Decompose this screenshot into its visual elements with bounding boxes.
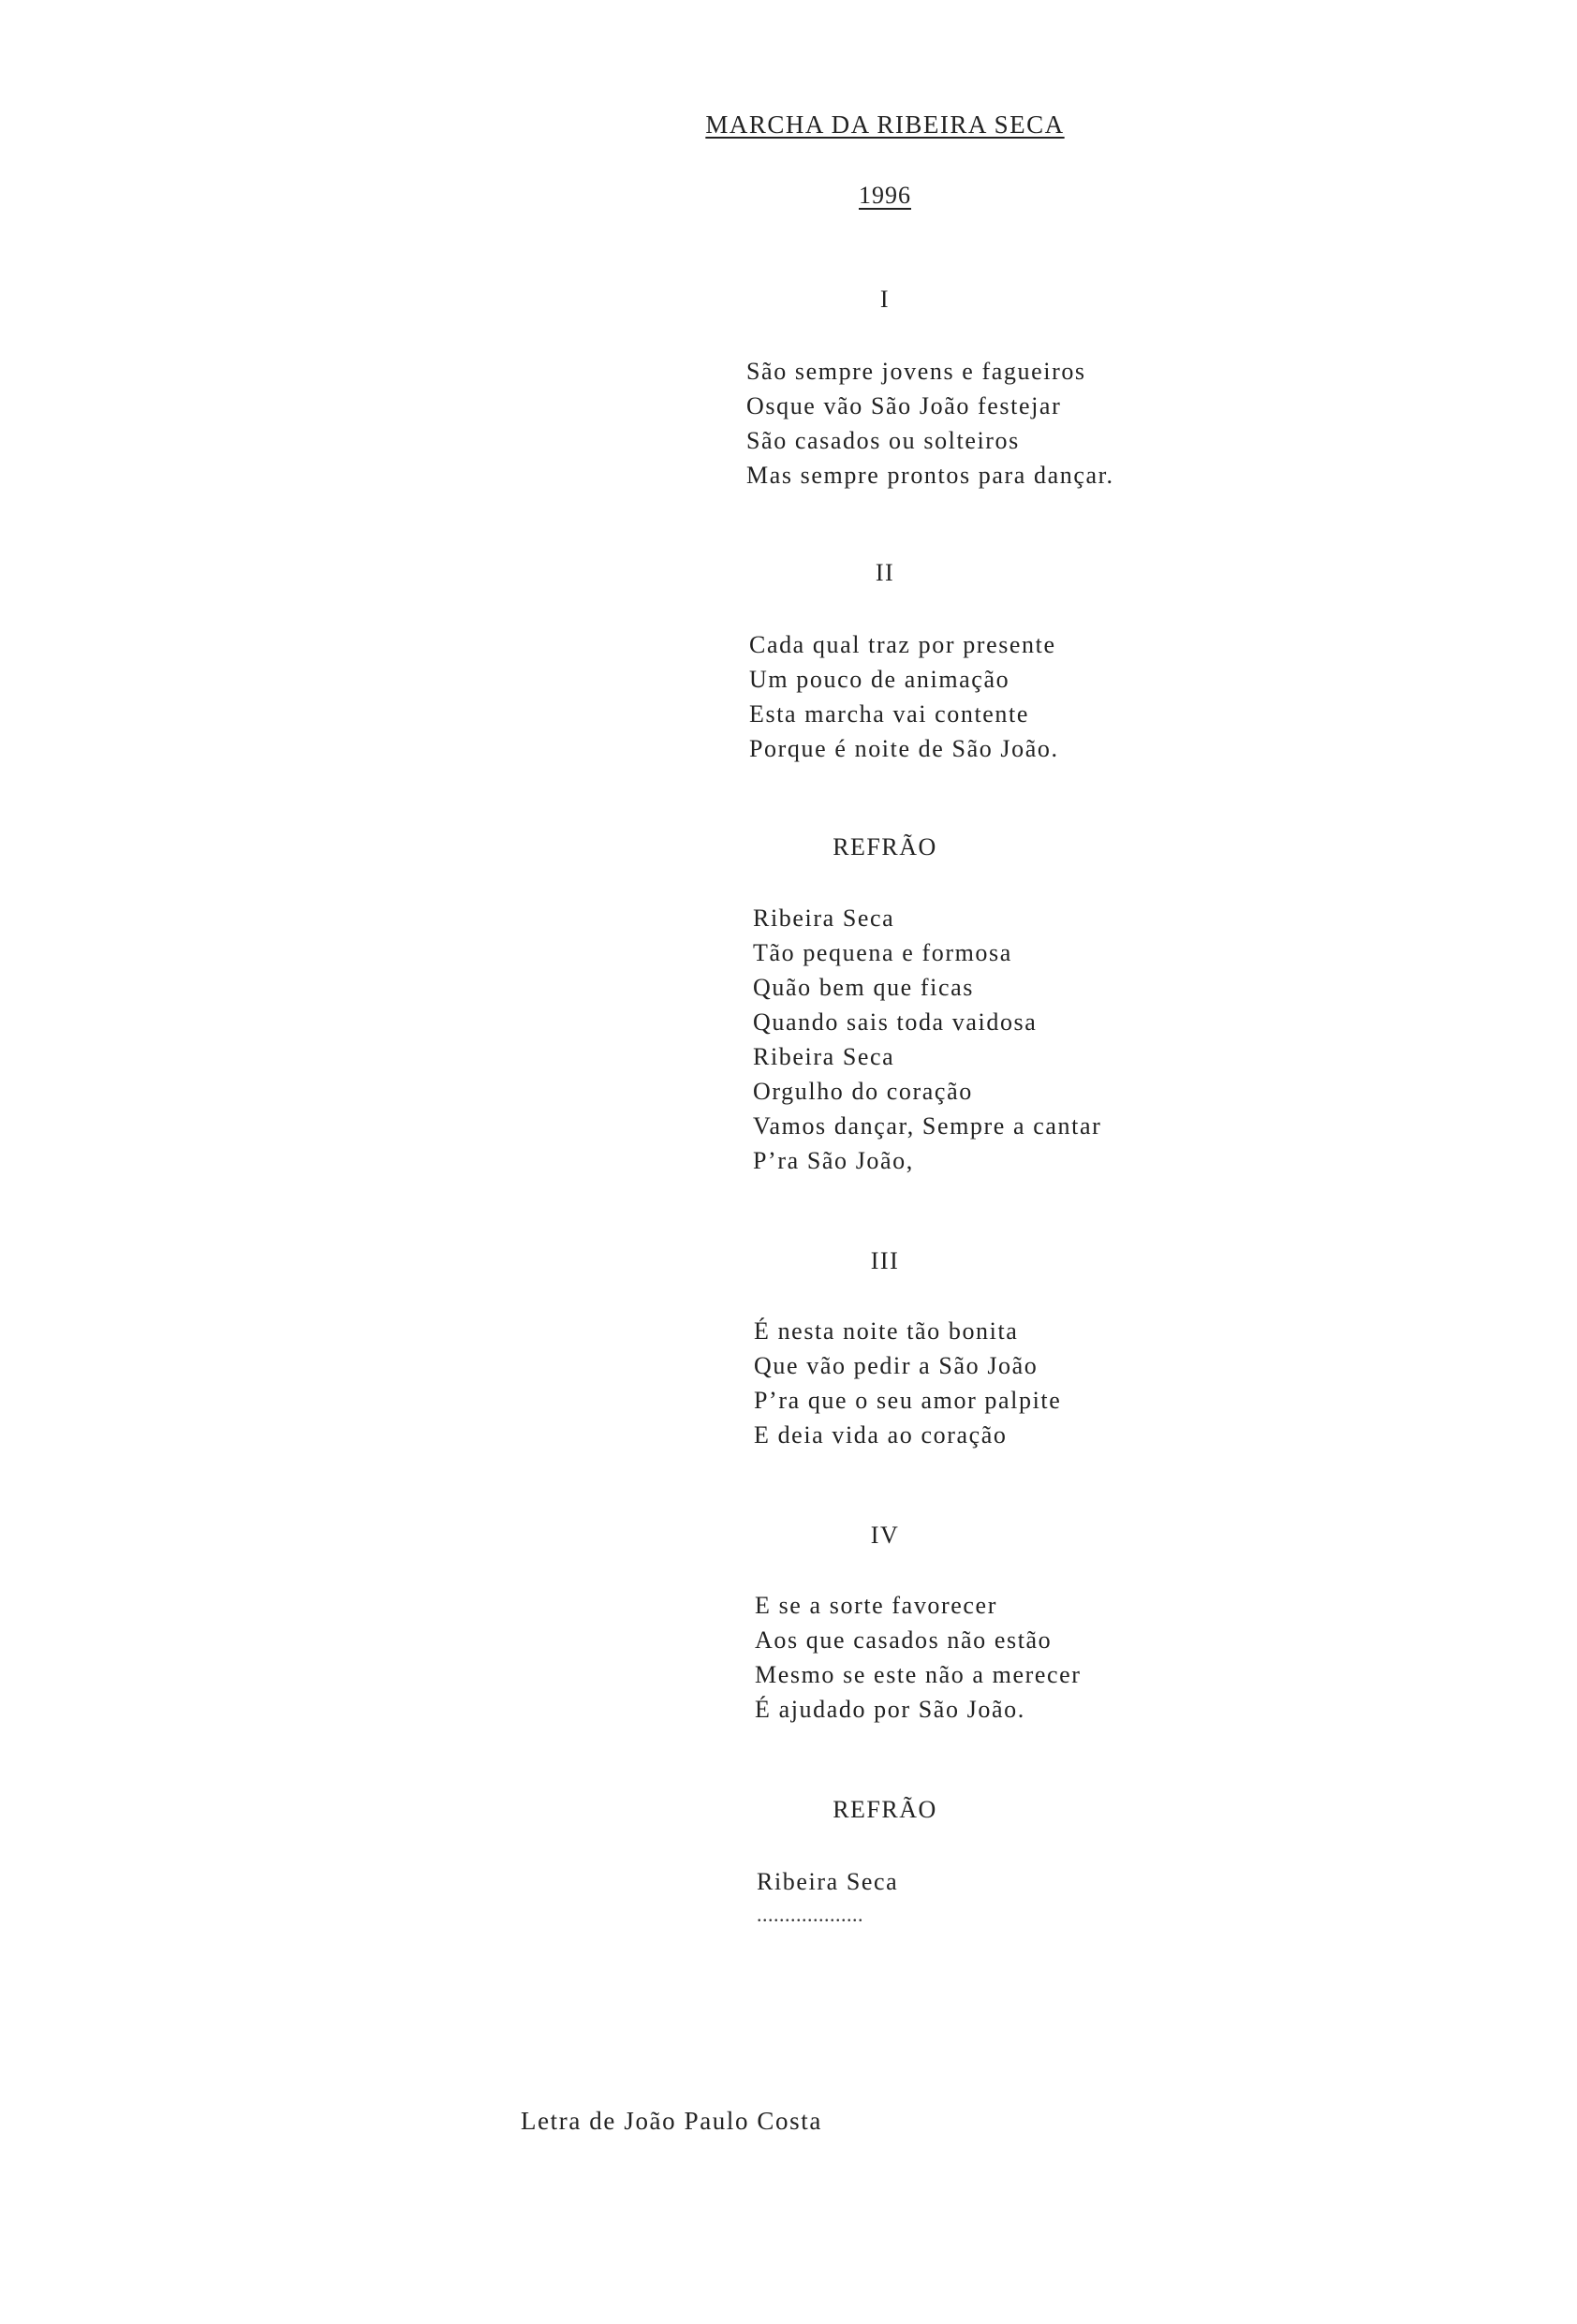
stanza-line: Que vão pedir a São João [754,1352,1039,1379]
stanza-heading-i: I [879,286,891,313]
stanza-ii [749,627,1059,766]
refrain-heading-repeat: REFRÃO [833,1796,937,1823]
stanza-line: Ribeira Seca [753,905,895,932]
stanza-line: É nesta noite tão bonita [754,1317,1019,1345]
stanza-line: São casados ou solteiros [746,427,1020,454]
stanza-line: Aos que casados não estão [755,1626,1053,1654]
refrain-heading: REFRÃO [833,833,937,860]
stanza-line: Cada qual traz por presente [749,631,1056,658]
stanza-heading-ii: II [875,559,895,586]
stanza-line: É ajudado por São João. [755,1696,1025,1723]
stanza-line: P’ra São João, [753,1147,914,1174]
stanza-line: Tão pequena e formosa [753,939,1012,966]
author-credit: Letra de João Paulo Costa [521,2107,822,2135]
stanza-line: São sempre jovens e fagueiros [746,358,1086,385]
refrain-stanza [753,901,1101,1178]
stanza-line: Vamos dançar, Sempre a cantar [753,1112,1102,1140]
stanza-line: Mesmo se este não a merecer [755,1661,1082,1688]
stanza-line: Mas sempre prontos para dançar. [746,462,1114,489]
stanza-line: Orgulho do coração [753,1078,973,1105]
stanza-i [746,354,1114,493]
stanza-iii [754,1314,1061,1452]
stanza-line: Osque vão São João festejar [746,392,1062,419]
continuation-dots: ................... [757,1903,863,1926]
stanza-heading-iii: III [870,1247,900,1274]
stanza-line: Porque é noite de São João. [749,735,1059,762]
stanza-line: E se a sorte favorecer [755,1592,997,1619]
stanza-line: E deia vida ao coração [754,1421,1008,1449]
stanza-line: Ribeira Seca [753,1043,895,1070]
stanza-line: Esta marcha vai contente [749,700,1029,728]
stanza-line: P’ra que o seu amor palpite [754,1387,1062,1414]
stanza-heading-iv: IV [870,1522,900,1549]
stanza-line: Ribeira Seca [757,1868,899,1895]
stanza-line: Quão bem que ficas [753,974,975,1001]
stanza-line: Quando sais toda vaidosa [753,1008,1038,1036]
document-title: MARCHA DA RIBEIRA SECA [705,110,1065,139]
refrain-stanza-repeat [757,1864,898,1899]
stanza-iv [755,1588,1082,1727]
stanza-line: Um pouco de animação [749,666,1010,693]
document-year: 1996 [859,182,911,209]
